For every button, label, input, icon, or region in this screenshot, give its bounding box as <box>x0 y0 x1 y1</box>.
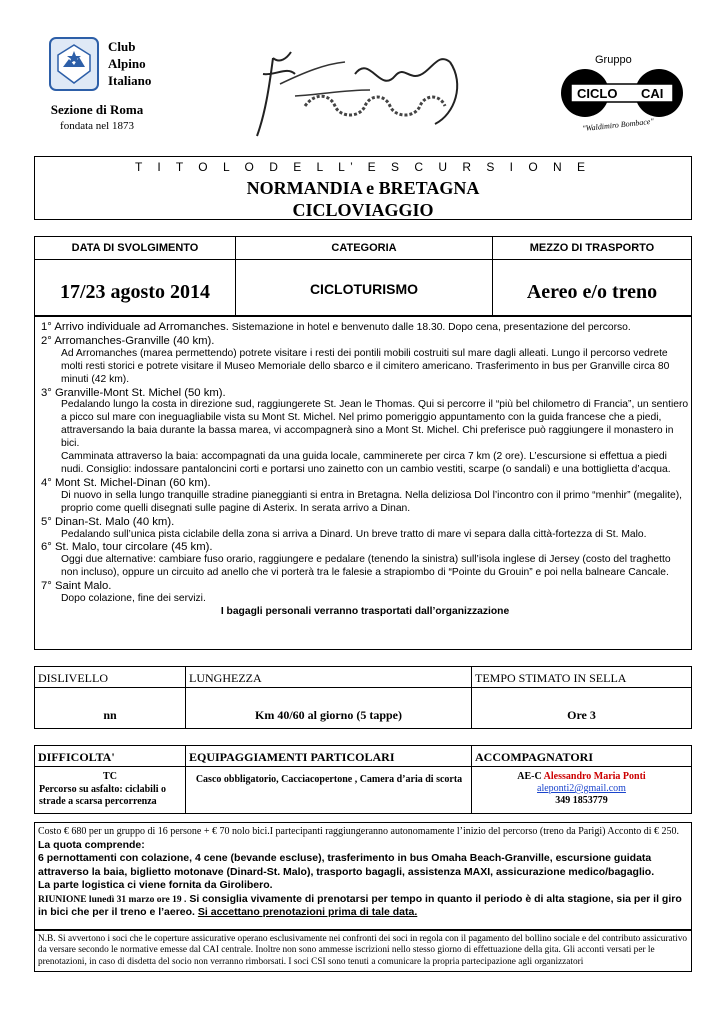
equip-head <box>185 745 472 767</box>
costo-text: Costo € 680 per un gruppo di 16 persone + € 70 nolo bici.I partecipanti raggiungeranno autonomamente l’inizio del percorso (treno da Parigi) Acconto di € 250. <box>38 826 680 837</box>
difficolta-head <box>34 745 186 767</box>
equip-label: EQUIPAGGIAMENTI PARTICOLARI <box>189 750 395 764</box>
notes <box>38 826 688 920</box>
lunghezza-value: Km 40/60 al giorno (5 tappe) <box>255 708 402 722</box>
day-title: 4° Mont St. Michel-Dinan (60 km). <box>41 476 211 489</box>
gruppo-label: Gruppo <box>595 54 632 66</box>
data-label: DATA DI SVOLGIMENTO <box>71 242 199 254</box>
difficolta-text: Percorso su asfalto: ciclabili o strade a scarsa percorrenza <box>39 784 167 807</box>
equip-text: Casco obbligatorio, Cacciacopertone , Camera d’aria di scorta <box>195 774 463 785</box>
nb-text: N.B. Si avvertono i soci che le coperture assicurative operano esclusivamente nei confronti dei soci in regola con il pagamento del bollino sociale e del contributo assicurativo da versare secondo le normative emesse dal CAI centrale. Inoltre non sono ammesse iscrizioni nello stesso giorno di effettuazione della gita. Gli acconti versati per le prenotazioni, in caso di disdetta del socio non verranno rimborsati. I soci CSI sono tenuti a comunicare la propria partecipazione agli organizzatori <box>38 934 688 967</box>
cai-logo <box>49 37 99 91</box>
dislivello-head <box>34 666 186 688</box>
itinerary-box <box>34 316 692 650</box>
mezzo-label: MEZZO DI TRASPORTO <box>529 242 655 254</box>
signature-logo <box>235 44 480 144</box>
lunghezza-cell <box>185 687 472 729</box>
day-text: Ad Arromanches (marea permettendo) potrete visitare i resti dei pontili mobili costruiti sul mare dagli alleati. Lungo il percorso vedrete molti resti storici e potrete visitare il Museo Memoriale dello sbarco e il cimitero americano. Trasferimento in bus per Granville circa 80 minuti (42 km). <box>61 347 670 385</box>
tempo-value: Ore 3 <box>567 708 596 722</box>
accomp-label: ACCOMPAGNATORI <box>475 750 593 764</box>
notes-box <box>34 822 692 930</box>
sezione-label: Sezione di Roma <box>50 102 144 117</box>
accomp-cell <box>471 766 692 814</box>
ciclo-cai-logo <box>557 51 687 131</box>
categoria-label: CATEGORIA <box>331 242 397 254</box>
difficolta-cell <box>34 766 186 814</box>
bagagli-note: I bagagli personali verranno trasportati dall’organizzazione <box>220 605 510 617</box>
lunghezza-label: LUNGHEZZA <box>189 671 262 685</box>
categoria-value: CICLOTURISMO <box>309 281 419 297</box>
club-name <box>108 38 151 89</box>
data-value: 17/23 agosto 2014 <box>60 281 210 303</box>
nb-box <box>34 930 692 972</box>
title-box <box>34 156 692 220</box>
lunghezza-head <box>185 666 472 688</box>
day-title: 2° Arromanches-Granville (40 km). <box>41 334 215 347</box>
mezzo-value: Aereo e/o treno <box>526 281 658 303</box>
club-line: Club <box>108 39 136 54</box>
dislivello-value: nn <box>103 708 117 722</box>
riunione-text: Si consiglia vivamente di prenotarsi per tempo in quanto il periodo è di alta stagione, sia per il giro in bici che per il treno e l’aereo. <box>38 892 682 918</box>
mezzo-cell <box>492 236 692 316</box>
quota-title: La quota comprende: <box>38 838 145 851</box>
accomp-head <box>471 745 692 767</box>
tempo-head <box>471 666 692 688</box>
club-line: Alpino <box>108 56 146 71</box>
accomp-name: Alessandro Maria Ponti <box>543 771 646 782</box>
difficolta-code: TC <box>103 771 117 782</box>
day-text: Camminata attraverso la baia: accompagnati da una guida locale, camminerete per circa 7 km (2 ore). L’escursione si effettua a piedi nudi. Consiglio: indossare pantaloncini corti e portarsi uno zainetto con un cambio vestiti, scarpe (o sandali) e una bottiglietta d’acqua. <box>61 451 671 475</box>
day-title: 3° Granville-Mont St. Michel (50 km). <box>41 386 226 399</box>
excursion-title <box>35 177 691 221</box>
ciclo-tagline: "Waldimiro Bombace" <box>581 116 655 131</box>
day-title: 5° Dinan-St. Malo (40 km). <box>41 515 175 528</box>
cai-text: CAI <box>641 86 664 101</box>
riunione-date: RIUNIONE lunedì 31 marzo ore 19 . <box>38 894 187 905</box>
difficolta-label: DIFFICOLTA' <box>38 750 115 764</box>
tempo-label: TEMPO STIMATO IN SELLA <box>475 671 627 685</box>
logistica-text: La parte logistica ci viene fornita da Girolibero. <box>38 879 273 891</box>
day-text: Oggi due alternative: cambiare fuso orario, raggiungere e pedalare (tenendo la sinistra) sull’isola inglese di Jersey (costo del traghetto non incluso), oppure un circuito ad anello che vi porterà tra le falesie a strapiombo di “Pointe du Grouin” e poi nella balneare Cancale. <box>61 554 671 579</box>
tempo-cell <box>471 687 692 729</box>
categoria-cell <box>235 236 493 316</box>
day-title: 1° Arrivo individuale ad Arromanches. <box>41 321 229 333</box>
day-text: Dopo colazione, fine dei servizi. <box>61 593 206 605</box>
riunione-deadline: Si accettano prenotazioni prima di tale data. <box>197 906 418 918</box>
title-line-2: CICLOVIAGGIO <box>292 200 434 220</box>
day-title: 6° St. Malo, tour circolare (45 km). <box>41 541 213 554</box>
divider <box>493 259 691 260</box>
title-line-1: NORMANDIA e BRETAGNA <box>246 178 480 198</box>
accomp-info <box>472 771 691 807</box>
quota-text: 6 pernottamenti con colazione, 4 cene (bevande escluse), trasferimento in bus Omaha Beach-Granville, escursione guidata attraverso la baia, biglietto motonave (Dinard-St. Malo), trasporto bagagli, assistenza MAXI, assicurazione medico/bagaglio. <box>38 852 655 878</box>
day-text: Di nuovo in sella lungo tranquille stradine pianeggianti si entra in Bretagna. Nella deliziosa Dol l’incontro con il primo “menhir” (megalite), proprio come quelli disegnati sulle pagine di Asterix. In serata arrivo a Dinan. <box>61 489 682 514</box>
fondata-label: fondata nel 1873 <box>60 120 134 132</box>
itinerary <box>41 321 689 619</box>
dislivello-cell <box>34 687 186 729</box>
day-text: Sistemazione in hotel e benvenuto dalle 18.30. Dopo cena, presentazione del percorso. <box>231 322 631 333</box>
accomp-phone: 349 1853779 <box>555 795 608 806</box>
dislivello-label: DISLIVELLO <box>38 671 108 685</box>
accomp-role: AE-C <box>517 771 542 782</box>
divider <box>35 259 235 260</box>
divider <box>236 259 492 260</box>
day-text: Pedalando lungo la costa in direzione sud, raggiungerete St. Jean le Thomas. Qui si percorre il “più bel chilometro di Francia”, un sentiero a picco sul mare con ineguagliabile vista su Mont St. Michel. Nel primo pomeriggio appuntamento con la guida francese che a piedi, attraversando la baia durante la bassa marea, vi accompagnerà sino a Mont St. Michel. Chi preferisce può raggiungere il monastero in bici. <box>61 399 689 450</box>
club-line: Italiano <box>108 73 152 88</box>
day-title: 7° Saint Malo. <box>41 580 112 593</box>
equip-cell <box>185 766 472 814</box>
data-cell <box>34 236 236 316</box>
ciclo-text: CICLO <box>577 86 618 101</box>
title-label: T I T O L O D E L L’ E S C U R S I O N E <box>134 160 592 174</box>
day-text: Pedalando sull’unica pista ciclabile della zona si arriva a Dinard. Un breve tratto di mare vi separa dalla città-fortezza di St. Malo. <box>61 528 647 540</box>
accomp-email-link[interactable]: aleponti2@gmail.com <box>537 783 626 794</box>
